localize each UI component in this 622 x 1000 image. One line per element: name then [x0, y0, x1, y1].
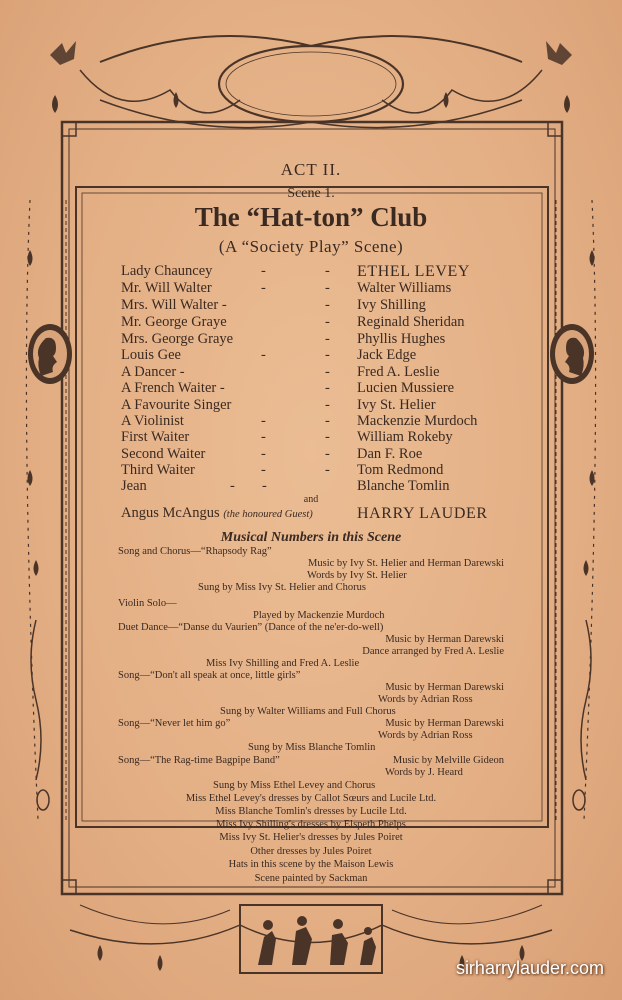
cast-actor: Lucien Mussiere	[357, 380, 455, 396]
cast-row: Mr. George Graye - Reginald Sheridan	[121, 314, 465, 330]
musical-line: Sung by Walter Williams and Full Chorus	[220, 706, 396, 717]
credit-line: Scene painted by Sackman	[254, 873, 368, 884]
cast-row: Louis Gee - - Jack Edge	[121, 347, 417, 363]
musical-line: Words by Adrian Ross	[378, 694, 473, 705]
credit-line: Miss Ethel Levey's dresses by Callot Sœurs and Lucile Ltd.	[185, 793, 437, 804]
musical-line: Played by Mackenzie Murdoch	[253, 610, 385, 621]
musical-line: Sung by Miss Ethel Levey and Chorus	[213, 780, 376, 791]
musical-line: Music by Herman Darewski	[385, 718, 504, 729]
cast-actor: Fred A. Leslie	[357, 364, 440, 380]
cast-actor: ETHEL LEVEY	[357, 263, 471, 280]
musical-line: Song—“Don't all speak at once, little girls”	[118, 670, 301, 681]
cast-role: A Dancer -	[121, 364, 185, 380]
cast-row: Second Waiter - - Dan F. Roe	[121, 446, 423, 462]
cast-row: A Violinist - - Mackenzie Murdoch	[121, 413, 478, 429]
cast-row: Jean - - Blanche Tomlin	[121, 478, 450, 494]
cast-actor: Dan F. Roe	[357, 446, 423, 462]
musical-line: Words by Adrian Ross	[378, 730, 473, 741]
watermark: sirharrylauder.com	[455, 958, 604, 978]
cast-role: Second Waiter	[121, 446, 206, 462]
credit-line: Other dresses by Jules Poiret	[250, 846, 372, 857]
musical-line: Words by Ivy St. Helier	[307, 570, 407, 581]
cast-role: Louis Gee	[121, 347, 181, 363]
musical-line: Song—“The Rag-time Bagpipe Band”	[118, 755, 280, 766]
cast-actor: Walter Williams	[357, 280, 452, 296]
cast-row: Mrs. George Graye - Phyllis Hughes	[121, 331, 446, 347]
cast-role: A Violinist	[121, 413, 184, 429]
cast-row: A French Waiter - - Lucien Mussiere	[121, 380, 455, 396]
guest-actor: HARRY LAUDER	[357, 505, 488, 522]
cast-role: Jean	[121, 478, 147, 494]
credit-line: Miss Blanche Tomlin's dresses by Lucile Ltd.	[215, 806, 407, 817]
cast-role: Lady Chauncey	[121, 263, 213, 279]
musical-line: Song and Chorus—“Rhapsody Rag”	[118, 546, 272, 557]
cast-row: A Dancer - - Fred A. Leslie	[121, 364, 440, 380]
cast-actor: Ivy Shilling	[357, 297, 426, 313]
credit-line: Hats in this scene by the Maison Lewis	[228, 859, 394, 870]
musical-line: Miss Ivy Shilling and Fred A. Leslie	[206, 658, 360, 669]
cast-actor: Ivy St. Helier	[357, 397, 436, 413]
credit-line: Miss Ivy St. Helier's dresses by Jules Poiret	[219, 832, 403, 843]
scene-subtitle: (A “Society Play” Scene)	[218, 237, 404, 256]
musical-line: Dance arranged by Fred A. Leslie	[362, 646, 504, 657]
cast-row: Third Waiter - - Tom Redmond	[121, 462, 444, 478]
cast-actor: Jack Edge	[357, 347, 417, 363]
cast-actor: Blanche Tomlin	[357, 478, 450, 494]
cast-role: Mrs. George Graye	[121, 331, 234, 347]
cast-role: Mrs. Will Walter -	[121, 297, 227, 313]
cast-role: First Waiter	[121, 429, 190, 445]
cast-role: A Favourite Singer	[121, 397, 232, 413]
musical-line: Music by Herman Darewski	[385, 634, 504, 645]
cast-actor: Phyllis Hughes	[357, 331, 446, 347]
scene-heading: Scene 1.	[287, 186, 335, 201]
cast-row: Mr. Will Walter - - Walter Williams	[121, 280, 452, 296]
musical-line: Music by Herman Darewski	[385, 682, 504, 693]
cast-row: A Favourite Singer - Ivy St. Helier	[121, 397, 436, 413]
musical-line: Music by Melville Gideon	[392, 755, 504, 766]
cast-actor: Reginald Sheridan	[357, 314, 465, 330]
musical-line: Sung by Miss Ivy St. Helier and Chorus	[198, 582, 366, 593]
musical-line: Violin Solo—	[118, 598, 177, 609]
guest-role: Angus McAngus (the honoured Guest)	[121, 505, 313, 521]
musical-line: Song—“Never let him go”	[118, 718, 231, 729]
cast-actor: Mackenzie Murdoch	[357, 413, 478, 429]
musical-line: Words by J. Heard	[385, 767, 463, 778]
cast-role: A French Waiter -	[121, 380, 225, 396]
and-text: and	[303, 494, 319, 505]
cast-role: Third Waiter	[121, 462, 195, 478]
cast-actor: William Rokeby	[357, 429, 453, 445]
cast-row: Lady Chauncey - - ETHEL LEVEY	[121, 263, 471, 280]
scene-title: The “Hat-ton” Club	[194, 202, 428, 232]
act-heading: ACT II.	[280, 160, 342, 179]
guest-note: (the honoured Guest)	[223, 509, 313, 520]
musical-heading: Musical Numbers in this Scene	[220, 530, 402, 545]
cast-row: Mrs. Will Walter - - Ivy Shilling	[121, 297, 426, 313]
cast-actor: Tom Redmond	[357, 462, 444, 478]
musical-line: Sung by Miss Blanche Tomlin	[248, 742, 376, 753]
classical-frieze-icon	[240, 905, 382, 973]
musical-line: Music by Ivy St. Helier and Herman Darewski	[308, 558, 504, 569]
credit-line: Miss Ivy Shilling's dresses by Elspeth Phelps	[216, 819, 406, 830]
cast-role: Mr. Will Walter	[121, 280, 212, 296]
musical-line: Duet Dance—“Danse du Vaurien” (Dance of the ne'er-do-well)	[118, 622, 384, 633]
cast-role: Mr. George Graye	[121, 314, 227, 330]
cast-row: First Waiter - - William Rokeby	[121, 429, 453, 445]
